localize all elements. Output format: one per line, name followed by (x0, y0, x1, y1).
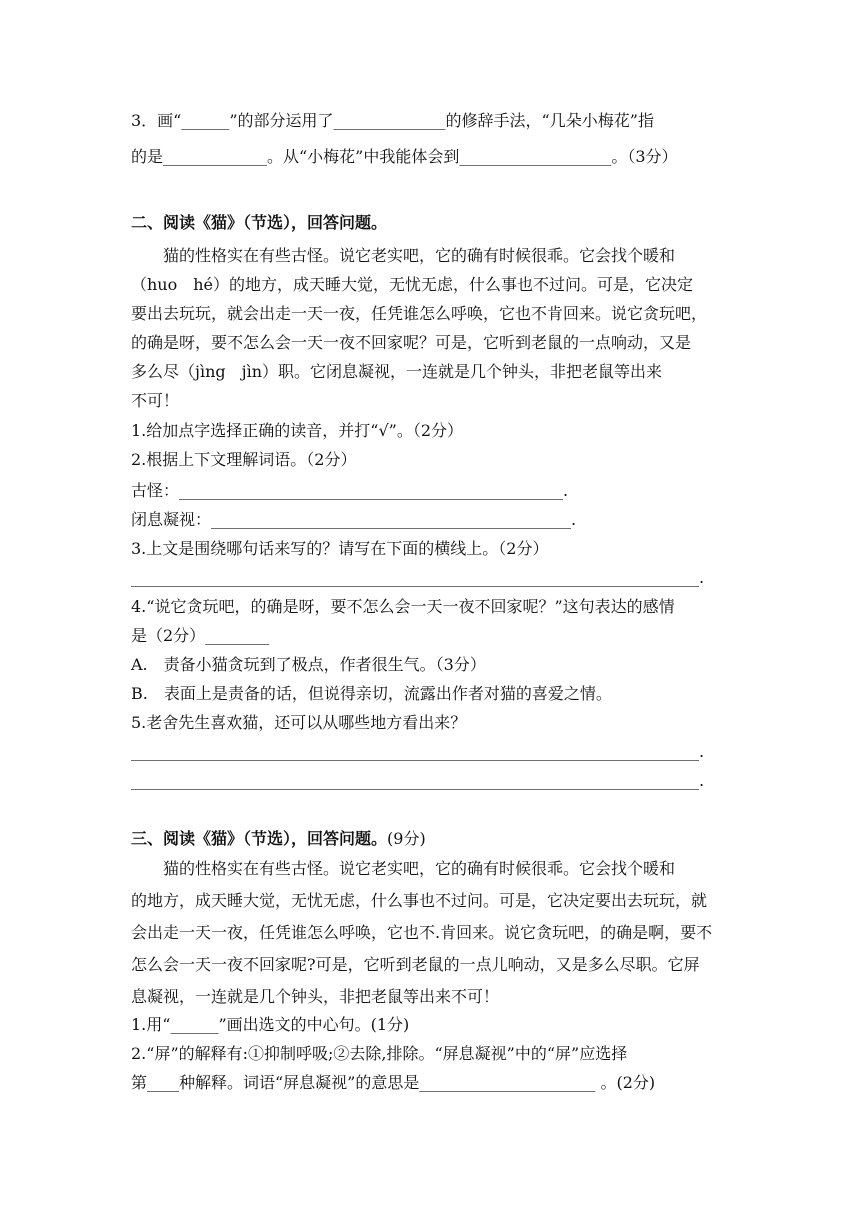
q3-line-1: 3．画“______”的部分运用了______________的修辞手法，“几朵小梅花”指 (131, 111, 654, 130)
section-2-heading: 二、阅读《猫》（节选），回答问题。 (131, 213, 388, 232)
answer-line-bixi: 闭息凝视：_____________________________________________. (131, 510, 577, 529)
answer-line: _______________________________________________________________________. (131, 568, 705, 587)
section-2-passage-line: 要出去玩玩，就会出走一天一夜，任凭谁怎么呼唤，它也不肯回来。说它贪玩吧， (131, 304, 708, 323)
section-2-question: 1.给加点字选择正确的读音，并打“√”。（2分） (131, 421, 464, 440)
section-2-passage-line: 不可！ (131, 391, 180, 410)
section-3-score: (9分) (387, 829, 426, 848)
section-3-passage-line: 猫的性格实在有些古怪。说它老实吧，它的确有时候很乖。它会找个暖和 (131, 859, 676, 878)
section-3-question: 第____种解释。词语“屏息凝视”的意思是______________________ 。(2分) (131, 1073, 656, 1092)
option-b: B. 表面上是责备的话，但说得亲切，流露出作者对猫的喜爱之情。 (131, 684, 612, 703)
section-2-passage-line: 猫的性格实在有些古怪。说它老实吧，它的确有时候很乖。它会找个暖和 (131, 246, 676, 265)
section-3-question: 2.“屏”的解释有:①抑制呼吸;②去除,排除。“屏息凝视”中的“屏”应选择 (131, 1044, 628, 1063)
answer-line-guguai: 古怪：________________________________________________. (131, 481, 569, 500)
section-2-passage-line: 的确是呀，要不怎么会一天一夜不回家呢？可是，它听到老鼠的一点响动，又是 (131, 333, 692, 352)
section-2-question: 4.“说它贪玩吧，的确是呀，要不怎么会一天一夜不回家呢？”这句表达的感情 (131, 597, 675, 616)
section-3-heading-row (131, 828, 426, 850)
section-2-question: 3.上文是围绕哪句话来写的？请写在下面的横线上。（2分） (131, 539, 549, 558)
section-3-passage-line: 会出走一天一夜，任凭谁怎么呼唤，它也不.肯回来。说它贪玩吧，的确是啊，要不 (131, 923, 713, 942)
answer-line: _______________________________________________________________________. (131, 771, 705, 790)
section-3-passage-line: 息凝视，一连就是几个钟头，非把老鼠等出来不可！ (131, 987, 500, 1006)
section-2-question: 2.根据上下文理解词语。（2分） (131, 450, 357, 469)
section-2-passage-line: （huo hé）的地方，成天睡大觉，无忧无虑，什么事也不过问。可是，它决定 (131, 275, 694, 294)
q3-line-2: 的是_____________。从“小梅花”中我能体会到___________________。（3分） (131, 147, 678, 166)
section-2-passage-line: 多么尽（jìng jìn）职。它闭息凝视，一连就是几个钟头，非把老鼠等出来 (131, 362, 663, 381)
section-3-passage-line: 怎么会一天一夜不回家呢?可是，它听到老鼠的一点儿响动，又是多么尽职。它屏 (131, 955, 700, 974)
section-2-question: 是（2分）________ (131, 626, 270, 645)
section-3-passage-line: 的地方，成天睡大觉，无忧无虑，什么事也不过问。可是，它决定要出去玩玩，就 (131, 891, 708, 910)
option-a: A. 责备小猫贪玩到了极点，作者很生气。（3分） (131, 655, 486, 674)
section-2-question: 5.老舍先生喜欢猫，还可以从哪些地方看出来？ (131, 713, 467, 732)
answer-line: _______________________________________________________________________. (131, 742, 705, 761)
section-3-heading: 三、阅读《猫》（节选），回答问题。 (131, 829, 388, 848)
section-3-question: 1.用“______”画出选文的中心句。(1分) (131, 1015, 410, 1034)
